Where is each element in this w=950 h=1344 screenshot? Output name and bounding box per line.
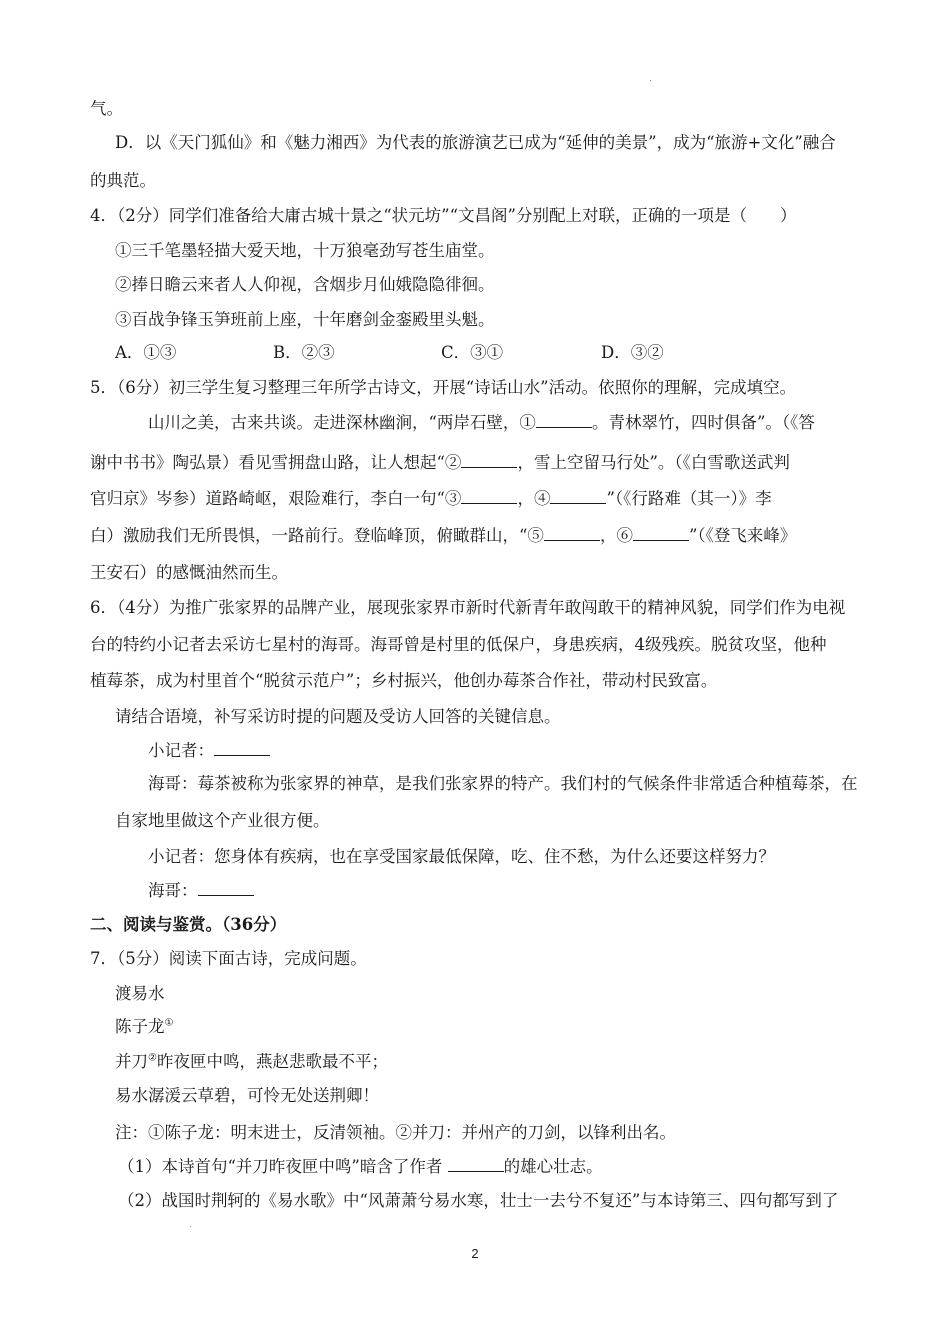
speaker-label: 海哥： [148, 881, 198, 900]
blank-5[interactable] [544, 525, 600, 541]
author-name: 陈子龙 [115, 1017, 165, 1036]
answer-blank-question[interactable] [214, 740, 270, 756]
haige-answer-2 [148, 880, 254, 902]
question-4-stem: 4．（2分）同学们准备给大庸古城十景之“状元坊”“文昌阁”分别配上对联，正确的一项是（ ） [90, 206, 797, 225]
poem-author [115, 1016, 173, 1038]
haige-answer-1-cont: 自家地里做这个产业很方便。 [115, 811, 330, 830]
option-d-text-cont: 的典范。 [90, 171, 156, 190]
question-4-couplet-2: ②捧日瞻云来者人人仰视，含烟步月仙娥隐隐徘徊。 [115, 275, 495, 294]
scan-speck [190, 1226, 191, 1227]
text-segment: 白）激励我们无所畏惧，一路前行。登临峰顶，俯瞰群山，“⑤ [90, 526, 544, 545]
text-segment: 谢中书书》陶弘景）看见雪拥盘山路，让人想起“② [90, 453, 462, 472]
option-d-text: D．以《天门狐仙》和《魅力湘西》为代表的旅游演艺已成为“延伸的美景”，成为“旅游+文化”融合 [115, 133, 836, 152]
text-segment: 山川之美，古来共谈。走进深林幽涧，“两岸石壁，① [148, 413, 536, 432]
question-7-sub-1 [118, 1156, 603, 1178]
text-segment: ”（《登飞来峰》 [688, 526, 797, 545]
question-7-sub-2: （2）战国时荆轲的《易水歌》中“风萧萧兮易水寒，壮士一去兮不复还”与本诗第三、四句都写到了 [118, 1191, 839, 1210]
poem-line-2: 易水潺湲云草碧，可怜无处送荆卿！ [115, 1086, 379, 1105]
section-2-heading: 二、阅读与鉴赏。（36分） [90, 915, 287, 934]
text-segment: 的雄心壮志。 [503, 1157, 603, 1176]
question-5-paragraph-line [90, 452, 790, 474]
text-segment: ”（《行路难（其一）》李 [606, 489, 772, 508]
question-6-stem: 6．（4分）为推广张家界的品牌产业，展现张家界市新时代新青年敢闯敢干的精神风貌，同学们作为电视 [90, 598, 846, 617]
question-4-couplet-1: ①三千笔墨轻描大爱天地，十万狼毫劲写苍生庙堂。 [115, 241, 495, 260]
question-5-stem: 5．（6分）初三学生复习整理三年所学古诗文，开展“诗话山水”活动。依照你的理解，完成填空。 [90, 378, 797, 397]
blank-7-1[interactable] [448, 1156, 504, 1172]
poem-line-1 [115, 1051, 388, 1073]
question-5-paragraph-line [148, 412, 815, 434]
question-4-option-a[interactable]: A．①③ [115, 343, 177, 362]
blank-3[interactable] [461, 488, 517, 504]
text-segment: ，⑥ [599, 526, 633, 545]
poem-notes: 注：①陈子龙：明末进士，反清领袖。②并刀：并州产的刀剑，以锋利出名。 [115, 1123, 676, 1142]
blank-6[interactable] [633, 525, 689, 541]
haige-answer-1: 海哥：莓茶被称为张家界的神草，是我们张家界的特产。我们村的气候条件非常适合种植莓茶，在 [148, 774, 858, 793]
reporter-line-1 [148, 740, 270, 762]
text-segment: 。青林翠竹，四时俱备”。（《答 [591, 413, 815, 432]
question-4-option-b[interactable]: B．②③ [273, 343, 335, 362]
text-segment: ，雪上空留马行处”。（《白雪歌送武判 [517, 453, 790, 472]
blank-4[interactable] [550, 488, 606, 504]
question-4-couplet-3: ③百战争锋玉笋班前上座，十年磨剑金銮殿里头魁。 [115, 310, 495, 329]
question-6-instruction: 请结合语境，补写采访时提的问题及受访人回答的关键信息。 [115, 707, 561, 726]
speaker-label: 小记者： [148, 741, 214, 760]
continuation-text: 气。 [90, 99, 123, 118]
page-number: 2 [471, 1246, 479, 1261]
question-4-option-c[interactable]: C．③① [441, 343, 504, 362]
scan-speck [650, 80, 651, 81]
question-4-option-d[interactable]: D．③② [601, 343, 664, 362]
text-segment: ，④ [517, 489, 551, 508]
blank-1[interactable] [536, 412, 592, 428]
question-6-stem-cont: 台的特约小记者去采访七星村的海哥。海哥曾是村里的低保户，身患疾病，4级残疾。脱贫攻坚，他种 [90, 635, 827, 654]
text-segment: 昨夜匣中鸣，燕赵悲歌最不平； [156, 1052, 388, 1071]
question-5-paragraph-line [90, 525, 796, 547]
text-segment: 并刀 [115, 1052, 148, 1071]
question-6-stem-cont: 植莓茶，成为村里首个“脱贫示范户”；乡村振兴，他创办莓茶合作社，带动村民致富。 [90, 671, 718, 690]
reporter-line-2: 小记者：您身体有疾病，也在享受国家最低保障，吃、住不愁，为什么还要这样努力？ [148, 847, 775, 866]
text-segment: （1）本诗首句“并刀昨夜匣中鸣”暗含了作者 [118, 1157, 448, 1176]
blank-2[interactable] [461, 452, 517, 468]
text-segment: 官归京》岑参）道路崎岖，艰险难行，李白一句“③ [90, 489, 462, 508]
footnote-marker: ① [164, 1017, 174, 1029]
answer-blank-response[interactable] [198, 880, 254, 896]
question-5-paragraph-line: 王安石）的感慨油然而生。 [90, 563, 288, 582]
question-7-stem: 7．（5分）阅读下面古诗，完成问题。 [90, 949, 367, 968]
footnote-marker: ② [148, 1052, 157, 1064]
poem-title: 渡易水 [115, 984, 165, 1003]
question-5-paragraph-line [90, 488, 772, 510]
